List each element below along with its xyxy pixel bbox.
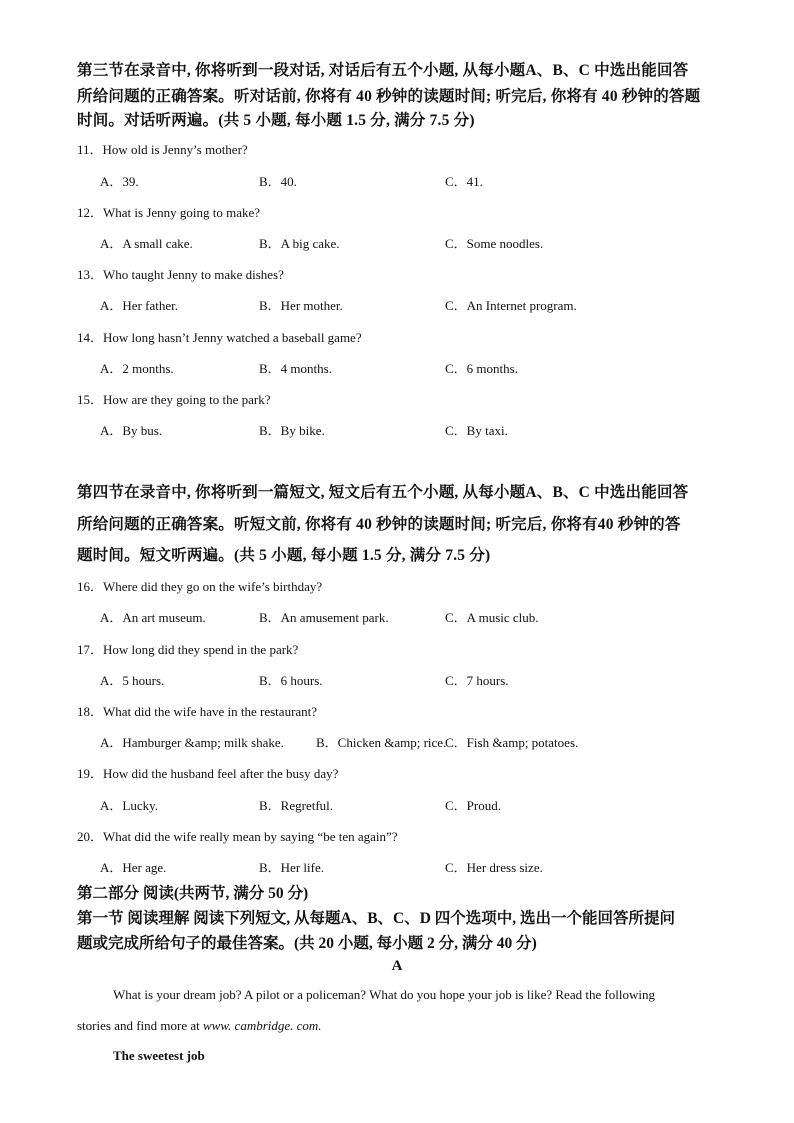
q18-option-a: A．Hamburger &amp; milk shake. bbox=[100, 735, 284, 750]
question-18: 18．What did the wife have in the restaurant? bbox=[77, 704, 318, 719]
part2-sec1-line1: 第一节 阅读理解 阅读下列短文, 从每题A、B、C、D 四个选项中, 选出一个能回答所提问 bbox=[77, 910, 676, 927]
q19-option-c: C．Proud. bbox=[445, 798, 501, 813]
question-14: 14．How long hasn’t Jenny watched a baseball game? bbox=[77, 330, 362, 345]
q14-option-a: A．2 months. bbox=[100, 361, 174, 376]
question-12: 12．What is Jenny going to make? bbox=[77, 205, 261, 220]
section4-instruction-line3: 题时间。短文听两遍。(共 5 小题, 每小题 1.5 分, 满分 7.5 分) bbox=[77, 547, 491, 564]
q16-option-a: A．An art museum. bbox=[100, 610, 206, 625]
q17-option-c: C．7 hours. bbox=[445, 673, 509, 688]
q11-option-a: A．39. bbox=[100, 174, 139, 189]
q12-option-b: B．A big cake. bbox=[259, 236, 340, 251]
q18-option-c: C．Fish &amp; potatoes. bbox=[445, 735, 579, 750]
q17-option-a: A．5 hours. bbox=[100, 673, 165, 688]
passage-intro-line1: What is your dream job? A pilot or a policeman? What do you hope your job is like? Read the following bbox=[113, 987, 656, 1002]
q19-option-b: B．Regretful. bbox=[259, 798, 334, 813]
q11-option-b: B．40. bbox=[259, 174, 297, 189]
question-11: 11．How old is Jenny’s mother? bbox=[77, 142, 248, 157]
q14-option-c: C．6 months. bbox=[445, 361, 518, 376]
section3-instruction-line1: 第三节在录音中, 你将听到一段对话, 对话后有五个小题, 从每小题A、B、C 中选出能回答 bbox=[77, 62, 689, 79]
q20-option-b: B．Her life. bbox=[259, 860, 324, 875]
part2-title: 第二部分 阅读(共两节, 满分 50 分) bbox=[77, 885, 309, 902]
q14-option-b: B．4 months. bbox=[259, 361, 332, 376]
section4-instruction-line2: 所给问题的正确答案。听短文前, 你将有 40 秒钟的读题时间; 听完后, 你将有40 秒钟的答 bbox=[77, 516, 681, 533]
question-16: 16．Where did they go on the wife’s birthday? bbox=[77, 579, 323, 594]
q18-option-b: B．Chicken &amp; rice. bbox=[316, 735, 447, 750]
part2-sec1-line2: 题或完成所给句子的最佳答案。(共 20 小题, 每小题 2 分, 满分 40 分) bbox=[77, 935, 537, 952]
question-19: 19．How did the husband feel after the busy day? bbox=[77, 766, 339, 781]
q20-option-a: A．Her age. bbox=[100, 860, 167, 875]
q15-option-a: A．By bus. bbox=[100, 423, 163, 438]
q15-option-b: B．By bike. bbox=[259, 423, 325, 438]
q15-option-c: C．By taxi. bbox=[445, 423, 508, 438]
passage-letter: A bbox=[391, 958, 403, 974]
q12-option-a: A．A small cake. bbox=[100, 236, 193, 251]
q19-option-a: A．Lucky. bbox=[100, 798, 159, 813]
passage-intro-prefix: stories and find more at bbox=[77, 1018, 203, 1033]
q13-option-a: A．Her father. bbox=[100, 298, 178, 313]
q12-option-c: C．Some noodles. bbox=[445, 236, 544, 251]
passage-intro-line2 bbox=[77, 1018, 322, 1034]
website-link[interactable]: www. cambridge. com. bbox=[203, 1018, 322, 1033]
section3-instruction-line3: 时间。对话听两遍。(共 5 小题, 每小题 1.5 分, 满分 7.5 分) bbox=[77, 112, 475, 129]
question-20: 20．What did the wife really mean by saying “be ten again”? bbox=[77, 829, 398, 844]
q17-option-b: B．6 hours. bbox=[259, 673, 323, 688]
q20-option-c: C．Her dress size. bbox=[445, 860, 543, 875]
q13-option-b: B．Her mother. bbox=[259, 298, 343, 313]
q16-option-b: B．An amusement park. bbox=[259, 610, 389, 625]
story-title: The sweetest job bbox=[113, 1048, 205, 1063]
q16-option-c: C．A music club. bbox=[445, 610, 539, 625]
q13-option-c: C．An Internet program. bbox=[445, 298, 577, 313]
q11-option-c: C．41. bbox=[445, 174, 483, 189]
question-15: 15．How are they going to the park? bbox=[77, 392, 271, 407]
section4-instruction-line1: 第四节在录音中, 你将听到一篇短文, 短文后有五个小题, 从每小题A、B、C 中选出能回答 bbox=[77, 484, 689, 501]
section3-instruction-line2: 所给问题的正确答案。听对话前, 你将有 40 秒钟的读题时间; 听完后, 你将有 40 秒钟的答题 bbox=[77, 88, 701, 105]
question-17: 17．How long did they spend in the park? bbox=[77, 642, 299, 657]
question-13: 13．Who taught Jenny to make dishes? bbox=[77, 267, 284, 282]
